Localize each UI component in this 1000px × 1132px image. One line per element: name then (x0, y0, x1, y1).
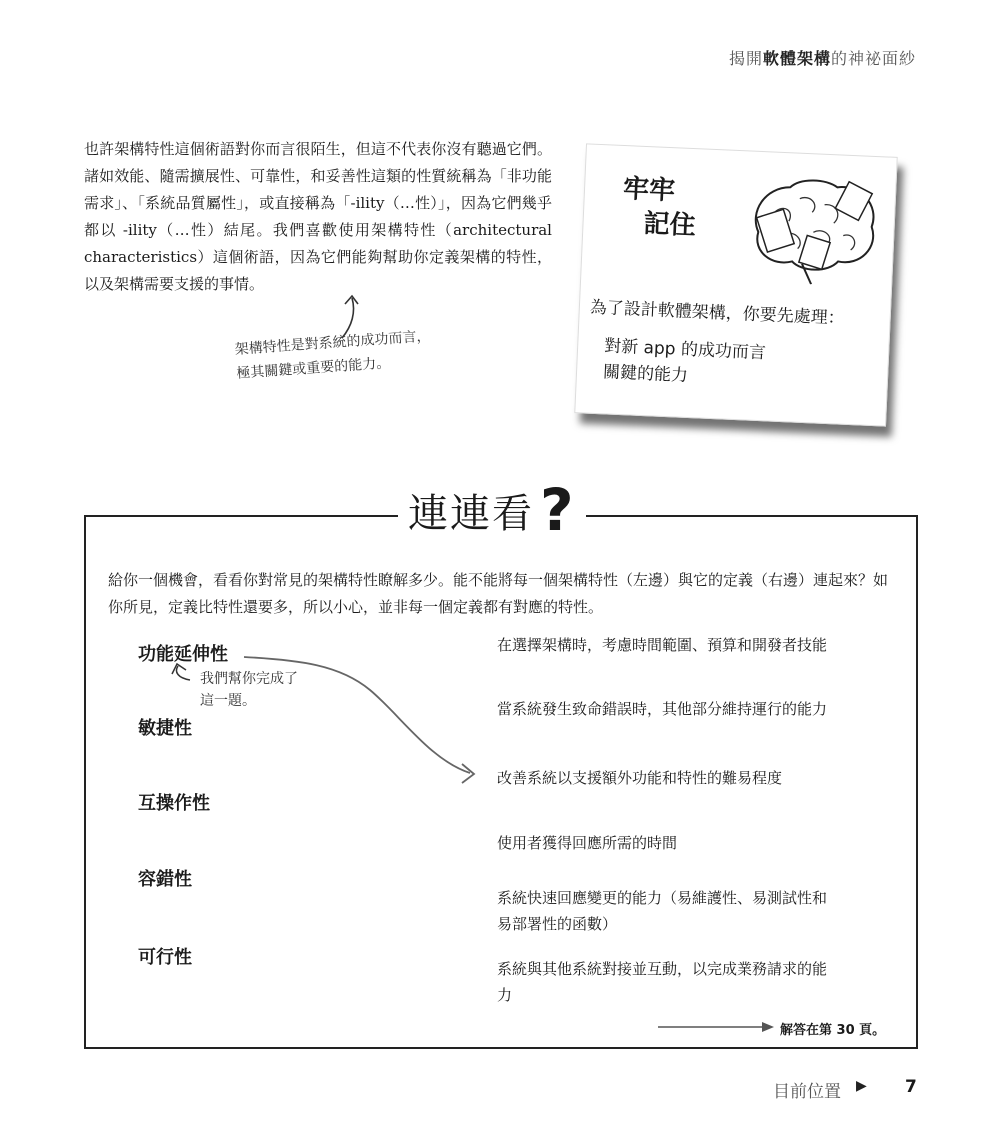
question-mark-icon: ? (540, 476, 576, 544)
card-lead: 為了設計軟體架構，你要先處理： (589, 297, 846, 329)
page-number: 7 (905, 1077, 917, 1097)
definition-item: 改善系統以支援額外功能和特性的難易程度 (497, 769, 783, 787)
term-item: 功能延伸性 (138, 644, 228, 665)
definition-item: 在選擇架構時，考慮時間範圍、預算和開發者技能 (497, 636, 828, 654)
card-title: 牢牢 記住 (622, 173, 697, 242)
definition-item: 使用者獲得回應所需的時間 (497, 834, 678, 852)
term-item: 可行性 (138, 947, 192, 968)
definition-item: 當系統發生致命錯誤時，其他部分維持運行的能力 (497, 700, 828, 718)
intro-paragraph: 也許架構特性這個術語對你而言很陌生，但這不代表你沒有聽過它們。諸如效能、隨需擴展性、可靠性，和妥善性這類的性質統稱為「非功能需求」、「系統品質屬性」，或直接稱為「-ility（…性）」，因為它們幾乎都以 -ility（…性）結尾。我們喜歡使用架構特性（architectural characteristics）這個術語，因為它們能夠幫助你定義架構的特性，以及架構需要支援的事情。 (84, 140, 552, 293)
intro-annotation: 架構特性是對系統的成功而言， 極其關鍵或重要的能力。 (234, 328, 431, 382)
triangle-right-icon: ▶ (856, 1078, 867, 1094)
term-item: 容錯性 (138, 869, 192, 890)
term-item: 互操作性 (138, 793, 210, 814)
term-item: 敏捷性 (138, 718, 192, 739)
puzzle-title: 連連看 ? (398, 480, 586, 540)
card-body: 對新 app 的成功而言 關鍵的能力 (602, 336, 767, 386)
definition-item: 系統與其他系統對接並互動，以完成業務請求的能力 (497, 960, 828, 1004)
answer-reference: 解答在第 30 頁。 (780, 1023, 886, 1038)
helper-annotation: 我們幫你完成了 這一題。 (200, 671, 298, 709)
running-header: 揭開軟體架構的神祕面紗 (728, 49, 916, 68)
puzzle-instructions: 給你一個機會，看看你對常見的架構特性瞭解多少。能不能將每一個架構特性（左邊）與它的定義（右邊）連起來？如你所見，定義比特性還要多，所以小心，並非每一個定義都有對應的特性。 (108, 571, 889, 616)
definition-item: 系統快速回應變更的能力（易維護性、易測試性和易部署性的函數） (497, 889, 828, 933)
footer-nav-label: 目前位置 (773, 1082, 841, 1102)
